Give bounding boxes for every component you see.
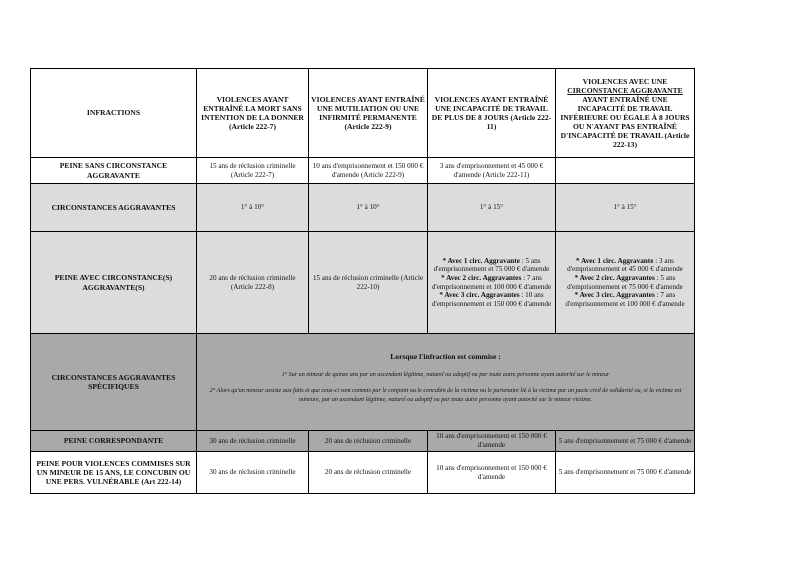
header-col4-line1: VIOLENCES AVEC UNE bbox=[582, 76, 668, 86]
header-col1-title: VIOLENCES AYANT ENTRAÎNÉ LA MORT SANS INTENTION DE LA DONNER bbox=[201, 94, 304, 122]
header-col2-ref: (Article 222-9) bbox=[344, 122, 392, 132]
col3-three-circ bbox=[430, 291, 553, 308]
row-peine-avec-col1: 20 ans de réclusion criminelle (Article 222-8) bbox=[197, 232, 309, 334]
col4-three-circ bbox=[558, 291, 692, 308]
row-mineur-col1: 30 ans de réclusion criminelle bbox=[197, 452, 309, 494]
col4-three-circ-text: : 7 ans d'emprisonnement et 100 000 € d'amende bbox=[565, 291, 685, 308]
header-col4-ref: (Article 222-13) bbox=[612, 131, 690, 150]
header-col2-title: VIOLENCES AYANT ENTRAÎNÉ UNE MUTILIATION OU UNE INFIRMITÉ PERMANENTE bbox=[311, 94, 425, 122]
col4-one-circ-label: * Avec 1 circ. Aggravante bbox=[576, 256, 654, 265]
specifiques-point-1: 1° Sur un mineur de quinze ans par un ascendant légitime, naturel ou adoptif ou par toute autre personne ayant autorité sur le mineur bbox=[281, 372, 610, 379]
col3-one-circ-label: * Avec 1 circ. Aggravante bbox=[442, 256, 520, 265]
row-circonstances bbox=[31, 184, 695, 232]
row-peine-sans-col2: 10 ans d'emprisonnement et 150 000 € d'amende (Article 222-9) bbox=[309, 158, 428, 184]
row-peine-sans-col4 bbox=[556, 158, 695, 184]
row-peine-avec-col4 bbox=[556, 232, 695, 334]
specifiques-point-2: 2° Alors qu'un mineur assiste aux faits et que ceux-ci sont commis par le conjoint ou le concubin de la victime ou le partenaire lié à la victime par un pacte civil de solidarité ou, si la victime est mineure, par un ascendant légitime, naturel ou adoptif ou par toute autre personne ayant autorité sur le mineur victime. bbox=[209, 388, 682, 403]
row-circonstances-col3: 1° à 15° bbox=[428, 184, 556, 232]
row-peine-sans-col3: 3 ans d'emprisonnement et 45 000 € d'amende (Article 222-11) bbox=[428, 158, 556, 184]
header-col2 bbox=[309, 69, 428, 158]
col3-two-circ-label: * Avec 2 circ. Aggravantes bbox=[441, 273, 522, 282]
col4-one-circ bbox=[558, 257, 692, 274]
row-mineur-col4: 5 ans d'emprisonnement et 75 000 € d'amende bbox=[556, 452, 695, 494]
header-col3-title: VIOLENCES AYANT ENTRAÎNÉ UNE INCAPACITÉ DE TRAVAIL DE PLUS DE 8 JOURS bbox=[431, 94, 549, 122]
col4-two-circ bbox=[558, 274, 692, 291]
header-col3 bbox=[428, 69, 556, 158]
header-col4-title: AYANT ENTRAÎNÉ UNE INCAPACITÉ DE TRAVAIL INFÉRIEURE OU ÉGALE À 8 JOURS OU N'AYANT PAS ENTRAÎNÉ D'INCAPACITÉ DE TRAVAIL bbox=[560, 94, 690, 141]
row-circonstances-col1: 1° à 10° bbox=[197, 184, 309, 232]
row-correspondante-col3: 10 ans d'emprisonnement et 150 000 € d'amende bbox=[428, 431, 556, 452]
header-col3-ref: (Article 222-11) bbox=[486, 113, 552, 132]
row-peine-sans-col1: 15 ans de réclusion criminelle (Article 222-7) bbox=[197, 158, 309, 184]
header-col1-ref: (Article 222-7) bbox=[228, 122, 277, 132]
col4-two-circ-label: * Avec 2 circ. Aggravantes bbox=[574, 273, 655, 282]
row-peine-sans bbox=[31, 158, 695, 184]
row-peine-sans-label: PEINE SANS CIRCONSTANCE AGGRAVANTE bbox=[31, 158, 197, 184]
row-peine-avec-col3 bbox=[428, 232, 556, 334]
row-correspondante-col1: 30 ans de réclusion criminelle bbox=[197, 431, 309, 452]
penalty-table bbox=[30, 68, 695, 494]
row-specifiques bbox=[31, 334, 695, 431]
row-circonstances-col4: 1° à 15° bbox=[556, 184, 695, 232]
row-circonstances-col2: 1° à 10° bbox=[309, 184, 428, 232]
header-col4 bbox=[556, 69, 695, 158]
row-correspondante-col4: 5 ans d'emprisonnement et 75 000 € d'amende bbox=[556, 431, 695, 452]
header-infractions: INFRACTIONS bbox=[31, 69, 197, 158]
row-circonstances-label: CIRCONSTANCES AGGRAVANTES bbox=[31, 184, 197, 232]
header-col1 bbox=[197, 69, 309, 158]
row-specifiques-description bbox=[197, 334, 695, 431]
col3-three-circ-text: : 10 ans d'emprisonnement et 150 000 € d'amende bbox=[431, 291, 552, 308]
row-peine-avec bbox=[31, 232, 695, 334]
header-row bbox=[31, 69, 695, 158]
row-peine-avec-label: PEINE AVEC CIRCONSTANCE(S) AGGRAVANTE(S) bbox=[31, 232, 197, 334]
col4-two-circ-text: : 5 ans d'emprisonnement et 75 000 € d'amende bbox=[567, 273, 683, 291]
row-mineur-col2: 20 ans de réclusion criminelle bbox=[309, 452, 428, 494]
row-mineur-label: PEINE POUR VIOLENCES COMMISES SUR UN MINEUR DE 15 ANS, LE CONCUBIN OU UNE PERS. VULNÉRABLE (Art 222-14) bbox=[31, 452, 197, 494]
row-specifiques-label: CIRCONSTANCES AGGRAVANTES SPÉCIFIQUES bbox=[31, 334, 197, 431]
row-correspondante-label: PEINE CORRESPONDANTE bbox=[31, 431, 197, 452]
col3-one-circ-text: : 5 ans d'emprisonnement et 75 000 € d'amende bbox=[433, 256, 550, 274]
col3-one-circ bbox=[430, 257, 553, 274]
col4-one-circ-text: : 3 ans d'emprisonnement et 45 000 € d'amende bbox=[567, 256, 683, 274]
col3-two-circ-text: : 7 ans d'emprisonnement et 100 000 € d'amende bbox=[431, 273, 552, 291]
row-peine-avec-col2: 15 ans de réclusion criminelle (Article 222-10) bbox=[309, 232, 428, 334]
row-correspondante-col2: 20 ans de réclusion criminelle bbox=[309, 431, 428, 452]
row-mineur bbox=[31, 452, 695, 494]
col4-three-circ-label: * Avec 3 circ. Aggravantes bbox=[574, 291, 655, 300]
col3-two-circ bbox=[430, 274, 553, 291]
col3-three-circ-label: * Avec 3 circ. Aggravantes bbox=[439, 291, 520, 300]
specifiques-title: Lorsque l'infraction est commise : bbox=[390, 352, 501, 362]
header-col4-underlined: CIRCONSTANCE AGGRAVANTE bbox=[567, 85, 683, 95]
row-correspondante bbox=[31, 431, 695, 452]
row-mineur-col3: 10 ans d'emprisonnement et 150 000 € d'amende bbox=[428, 452, 556, 494]
